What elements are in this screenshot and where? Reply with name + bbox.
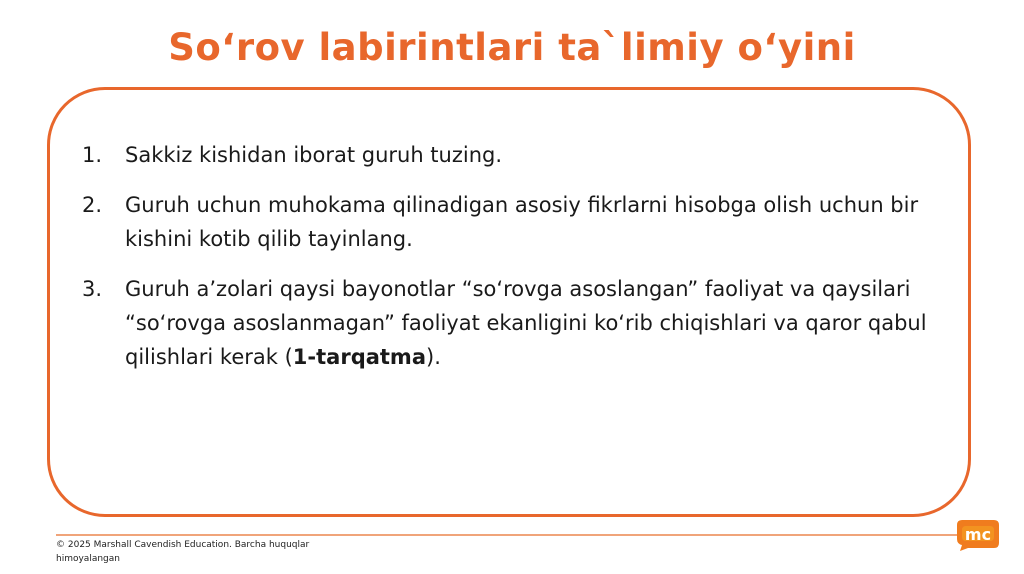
list-item-number: 1.: [82, 143, 103, 167]
logo-text: mc: [964, 525, 992, 544]
list-item-text-start: Guruh a’zolari qaysi bayonotlar “so‘rovga asoslangan” faoliyat va qaysilari “so‘rovga asoslanmagan” faoliyat ekanligini ko‘rib chiqishlari va qaror qabul qilishlari kerak (: [125, 277, 927, 369]
list-item-text: Sakkiz kishidan iborat guruh tuzing.: [125, 143, 503, 167]
list-item-text: Guruh uchun muhokama qilinadigan asosiy fikrlarni hisobga olish uchun bir kishini kotib qilib tayinlang.: [125, 193, 919, 251]
list-item-number: 3.: [82, 277, 103, 301]
list-item-text: [125, 277, 927, 369]
footer-divider: [56, 534, 968, 536]
list-item-text-end: ).: [426, 345, 441, 369]
list-item: [78, 272, 938, 374]
list-item: [78, 138, 938, 172]
copyright-notice: © 2025 Marshall Cavendish Education. Barcha huquqlar himoyalangan: [56, 540, 310, 564]
handout-reference: 1-tarqatma: [292, 345, 426, 369]
list-item-number: 2.: [82, 193, 103, 217]
instruction-list: [78, 138, 938, 390]
mc-logo: [956, 518, 1000, 552]
list-item: [78, 188, 938, 256]
slide-title: So‘rov labirintlari ta`limiy o‘yini: [168, 26, 856, 69]
